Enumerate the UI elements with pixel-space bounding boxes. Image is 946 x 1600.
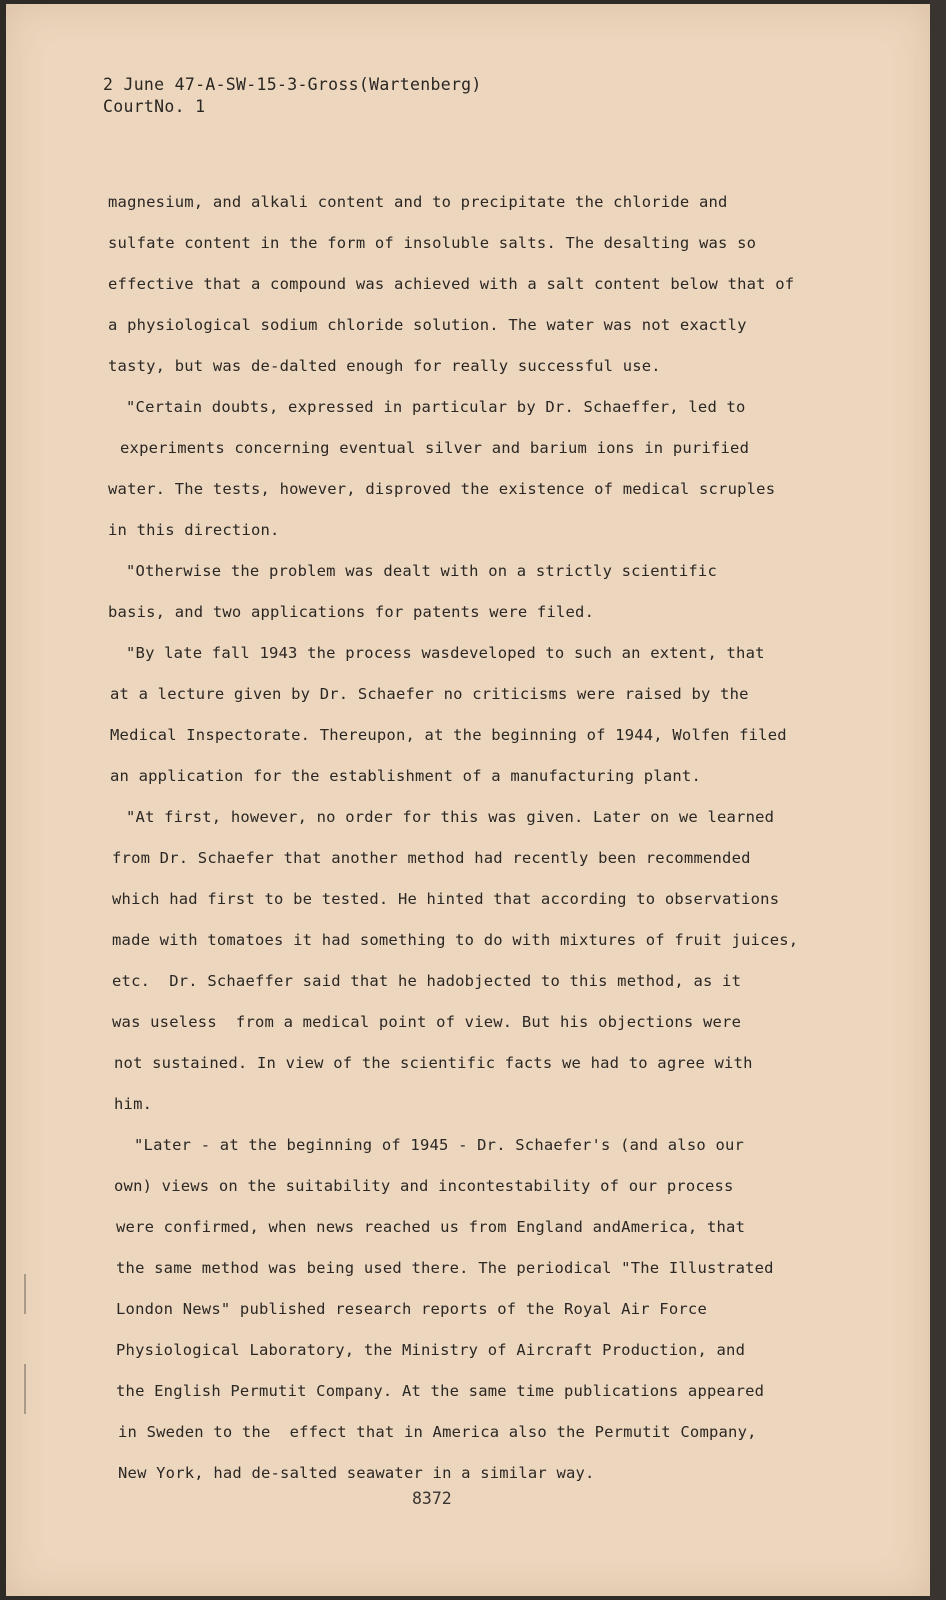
- body-line: New York, had de-salted seawater in a similar way.: [118, 1464, 595, 1482]
- body-line: in this direction.: [108, 521, 280, 539]
- body-line: magnesium, and alkali content and to precipitate the chloride and: [108, 193, 728, 211]
- body-line: an application for the establishment of a manufacturing plant.: [110, 767, 701, 785]
- body-line: in Sweden to the effect that in America also the Permutit Company,: [118, 1423, 757, 1441]
- body-line: "By late fall 1943 the process wasdeveloped to such an extent, that: [126, 644, 765, 662]
- margin-mark: [24, 1364, 26, 1414]
- body-line: was useless from a medical point of view. But his objections were: [112, 1013, 742, 1031]
- body-line: "Otherwise the problem was dealt with on a strictly scientific: [126, 562, 717, 580]
- body-line: him.: [114, 1095, 153, 1113]
- body-line: made with tomatoes it had something to do with mixtures of fruit juices,: [112, 931, 799, 949]
- body-line: own) views on the suitability and incontestability of our process: [114, 1177, 734, 1195]
- header-court-line: CourtNo. 1: [103, 97, 206, 116]
- body-line: were confirmed, when news reached us from England andAmerica, that: [116, 1218, 746, 1236]
- body-line: Physiological Laboratory, the Ministry of Aircraft Production, and: [116, 1341, 746, 1359]
- body-line: at a lecture given by Dr. Schaefer no criticisms were raised by the: [110, 685, 749, 703]
- body-line: Medical Inspectorate. Thereupon, at the beginning of 1944, Wolfen filed: [110, 726, 787, 744]
- body-line: experiments concerning eventual silver and barium ions in purified: [120, 439, 750, 457]
- body-line: tasty, but was de-dalted enough for really successful use.: [108, 357, 661, 375]
- body-line: the English Permutit Company. At the same time publications appeared: [116, 1382, 765, 1400]
- body-line: a physiological sodium chloride solution. The water was not exactly: [108, 316, 747, 334]
- body-line: "Later - at the beginning of 1945 - Dr. Schaefer's (and also our: [134, 1136, 745, 1154]
- document-header: [103, 74, 482, 118]
- body-line: not sustained. In view of the scientific facts we had to agree with: [114, 1054, 753, 1072]
- header-case-line: 2 June 47-A-SW-15-3-Gross(Wartenberg): [103, 75, 482, 94]
- scan-edge: [930, 0, 946, 1600]
- body-line: basis, and two applications for patents were filed.: [108, 603, 595, 621]
- body-line: from Dr. Schaefer that another method had recently been recommended: [112, 849, 751, 867]
- page-number: 8372: [412, 1489, 452, 1508]
- body-line: "Certain doubts, expressed in particular by Dr. Schaeffer, led to: [126, 398, 746, 416]
- body-line: effective that a compound was achieved with a salt content below that of: [108, 275, 795, 293]
- body-line: which had first to be tested. He hinted that according to observations: [112, 890, 780, 908]
- body-line: "At first, however, no order for this was given. Later on we learned: [126, 808, 775, 826]
- margin-mark: [24, 1274, 26, 1314]
- body-line: London News" published research reports of the Royal Air Force: [116, 1300, 707, 1318]
- body-line: etc. Dr. Schaeffer said that he hadobjected to this method, as it: [112, 972, 742, 990]
- document-page: [6, 4, 930, 1596]
- body-line: the same method was being used there. The periodical "The Illustrated: [116, 1259, 774, 1277]
- body-line: water. The tests, however, disproved the existence of medical scruples: [108, 480, 776, 498]
- body-line: sulfate content in the form of insoluble salts. The desalting was so: [108, 234, 757, 252]
